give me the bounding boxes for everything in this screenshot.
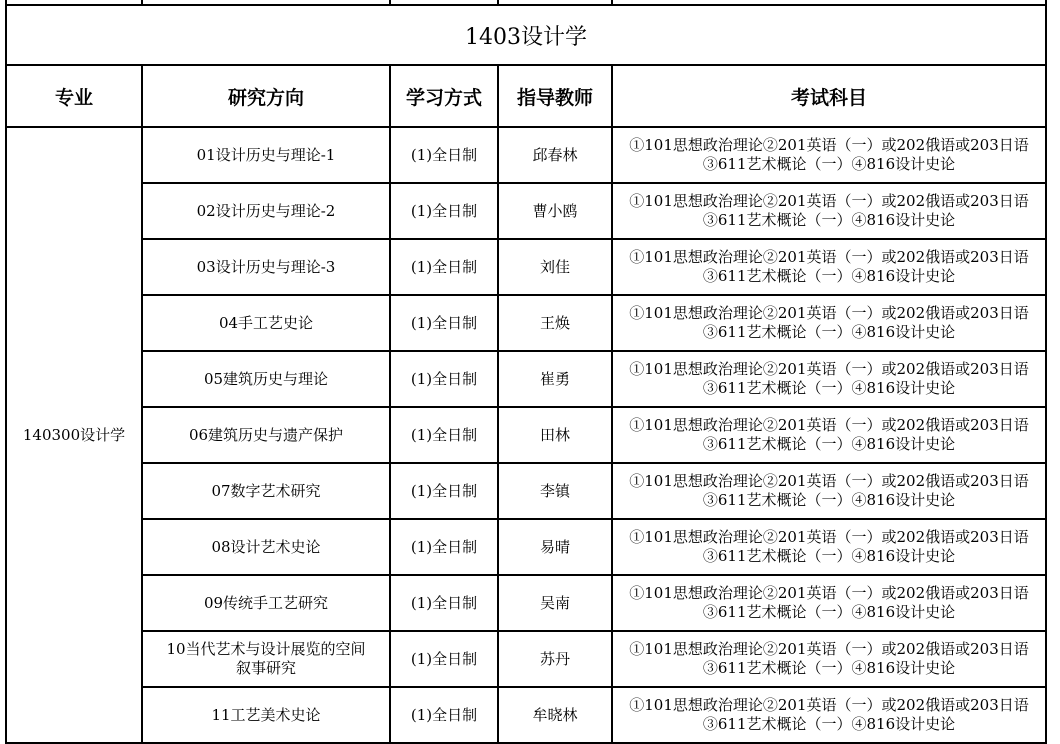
header-exam: 考试科目: [612, 65, 1046, 127]
exam-line-2: ③611艺术概论（一）④816设计史论: [702, 379, 956, 397]
advisor-cell: 曹小鸥: [498, 183, 612, 239]
exam-line-2: ③611艺术概论（一）④816设计史论: [702, 603, 956, 621]
exam-cell: [612, 463, 1046, 519]
direction-line-1: 10当代艺术与设计展览的空间: [166, 640, 366, 658]
title-row: [6, 5, 1046, 65]
table-row: [6, 575, 1046, 631]
mode-cell: (1)全日制: [390, 183, 498, 239]
page: [5, 0, 1047, 744]
exam-line-2: ③611艺术概论（一）④816设计史论: [702, 659, 956, 677]
advisor-cell: 吴南: [498, 575, 612, 631]
direction-cell: 06建筑历史与遗产保护: [142, 407, 390, 463]
advisor-cell: 王焕: [498, 295, 612, 351]
advisor-cell: 邱春林: [498, 127, 612, 183]
mode-cell: (1)全日制: [390, 463, 498, 519]
table-row: [6, 631, 1046, 687]
mode-cell: (1)全日制: [390, 127, 498, 183]
header-advisor: 指导教师: [498, 65, 612, 127]
table-row: [6, 295, 1046, 351]
mode-cell: (1)全日制: [390, 407, 498, 463]
advisor-cell: 刘佳: [498, 239, 612, 295]
exam-line-1: ①101思想政治理论②201英语（一）或202俄语或203日语: [629, 584, 1029, 602]
exam-line-2: ③611艺术概论（一）④816设计史论: [702, 435, 956, 453]
exam-cell: [612, 295, 1046, 351]
exam-cell: [612, 351, 1046, 407]
exam-cell: [612, 127, 1046, 183]
direction-cell: 09传统手工艺研究: [142, 575, 390, 631]
table-row: [6, 407, 1046, 463]
advisor-cell: 苏丹: [498, 631, 612, 687]
direction-cell: 04手工艺史论: [142, 295, 390, 351]
mode-cell: (1)全日制: [390, 295, 498, 351]
mode-cell: (1)全日制: [390, 575, 498, 631]
table-row: [6, 239, 1046, 295]
exam-cell: [612, 519, 1046, 575]
exam-line-2: ③611艺术概论（一）④816设计史论: [702, 547, 956, 565]
exam-line-1: ①101思想政治理论②201英语（一）或202俄语或203日语: [629, 304, 1029, 322]
exam-cell: [612, 407, 1046, 463]
direction-line-2: 叙事研究: [235, 659, 296, 677]
table-row: [6, 463, 1046, 519]
exam-line-1: ①101思想政治理论②201英语（一）或202俄语或203日语: [629, 136, 1029, 154]
major-cell: 140300设计学: [6, 127, 142, 743]
direction-cell: 01设计历史与理论-1: [142, 127, 390, 183]
exam-line-1: ①101思想政治理论②201英语（一）或202俄语或203日语: [629, 416, 1029, 434]
header-major: 专业: [6, 65, 142, 127]
exam-line-1: ①101思想政治理论②201英语（一）或202俄语或203日语: [629, 528, 1029, 546]
exam-line-2: ③611艺术概论（一）④816设计史论: [702, 267, 956, 285]
direction-cell: 03设计历史与理论-3: [142, 239, 390, 295]
exam-cell: [612, 183, 1046, 239]
exam-line-2: ③611艺术概论（一）④816设计史论: [702, 323, 956, 341]
mode-cell: (1)全日制: [390, 631, 498, 687]
advisor-cell: 李镇: [498, 463, 612, 519]
mode-cell: (1)全日制: [390, 519, 498, 575]
table-row: [6, 351, 1046, 407]
direction-cell: 05建筑历史与理论: [142, 351, 390, 407]
program-table: [5, 0, 1047, 744]
exam-line-1: ①101思想政治理论②201英语（一）或202俄语或203日语: [629, 248, 1029, 266]
exam-line-1: ①101思想政治理论②201英语（一）或202俄语或203日语: [629, 696, 1029, 714]
table-title: 1403设计学: [6, 5, 1046, 65]
direction-cell: [142, 631, 390, 687]
exam-line-2: ③611艺术概论（一）④816设计史论: [702, 491, 956, 509]
direction-cell: 07数字艺术研究: [142, 463, 390, 519]
advisor-cell: 田林: [498, 407, 612, 463]
table-row: [6, 127, 1046, 183]
direction-cell: 11工艺美术史论: [142, 687, 390, 743]
exam-line-1: ①101思想政治理论②201英语（一）或202俄语或203日语: [629, 640, 1029, 658]
direction-cell: 02设计历史与理论-2: [142, 183, 390, 239]
table-row: [6, 687, 1046, 743]
header-row: [6, 65, 1046, 127]
advisor-cell: 易晴: [498, 519, 612, 575]
exam-line-2: ③611艺术概论（一）④816设计史论: [702, 155, 956, 173]
header-mode: 学习方式: [390, 65, 498, 127]
table-row: [6, 519, 1046, 575]
header-direction: 研究方向: [142, 65, 390, 127]
exam-line-1: ①101思想政治理论②201英语（一）或202俄语或203日语: [629, 192, 1029, 210]
mode-cell: (1)全日制: [390, 239, 498, 295]
direction-cell: 08设计艺术史论: [142, 519, 390, 575]
table-row: [6, 183, 1046, 239]
exam-line-2: ③611艺术概论（一）④816设计史论: [702, 715, 956, 733]
exam-line-1: ①101思想政治理论②201英语（一）或202俄语或203日语: [629, 360, 1029, 378]
advisor-cell: 牟晓林: [498, 687, 612, 743]
exam-cell: [612, 575, 1046, 631]
mode-cell: (1)全日制: [390, 687, 498, 743]
exam-cell: [612, 687, 1046, 743]
advisor-cell: 崔勇: [498, 351, 612, 407]
exam-line-2: ③611艺术概论（一）④816设计史论: [702, 211, 956, 229]
exam-line-1: ①101思想政治理论②201英语（一）或202俄语或203日语: [629, 472, 1029, 490]
exam-cell: [612, 631, 1046, 687]
exam-cell: [612, 239, 1046, 295]
mode-cell: (1)全日制: [390, 351, 498, 407]
